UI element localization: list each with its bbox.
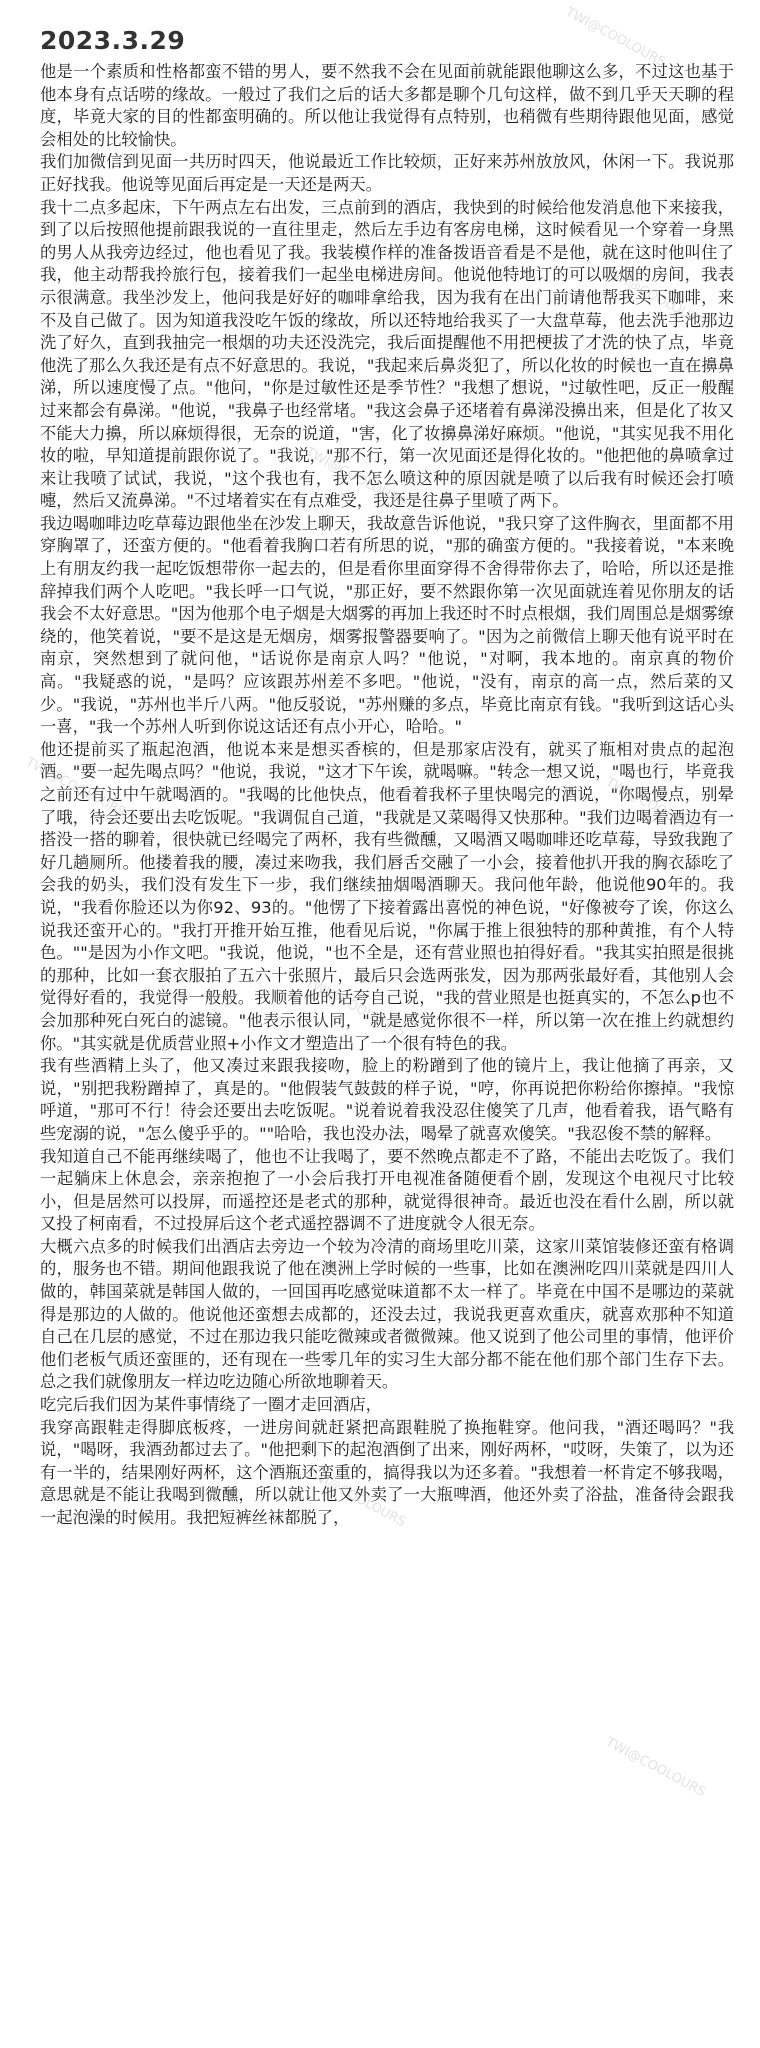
paragraph: 我知道自己不能再继续喝了，他也不让我喝了，要不然晚点都走不了路，不能出去吃饭了。我们一起躺床上休息会，亲亲抱抱了一小会后我打开电视准备随便看个剧，发现这个电视尺寸比较小，但是居然可以投屏，而遥控还是老式的那种，就觉得很神奇。最近也没在看什么剧，所以就又投了柯南看，不过投屏后这个老式遥控器调不了进度就令人很无奈。 bbox=[40, 1146, 734, 1234]
watermark: TWI@COOLOURS bbox=[302, 1464, 409, 1531]
watermark: TWI@COOLOURS bbox=[602, 1734, 709, 1801]
watermark: TWI@COOLOURS bbox=[302, 444, 409, 511]
paragraph: 我穿高跟鞋走得脚底板疼，一进房间就赶紧把高跟鞋脱了换拖鞋穿。他问我，"酒还喝吗？"我说，"喝呀，我酒劲都过去了。"他把剩下的起泡酒倒了出来，刚好两杯，"哎呀，失策了，以为还有一半的，结果刚好两杯，这个酒瓶还蛮重的，搞得我以为还多着。"我想着一杯肯定不够我喝，意思就是不能让我喝到微醺，所以就让他又外卖了一大瓶啤酒，他还外卖了浴盐，准备待会跟我一起泡澡的时候用。我把短裤丝袜都脱了， bbox=[40, 1417, 734, 1527]
paragraph: 我边喝咖啡边吃草莓边跟他坐在沙发上聊天，我故意告诉他说，"我只穿了这件胸衣，里面都不用穿胸罩了，还蛮方便的。"他看着我胸口若有所思的说，"那的确蛮方便的。"我接着说，"本来晚上有朋友约我一起吃饭想带你一起去的，但是看你里面穿得不舍得带你去了，哈哈，所以还是推辞掉我们两个人吃吧。"我长呼一口气说，"那正好，要不然跟你第一次见面就连着见你朋友的话我会不太好意思。"因为他那个电子烟是大烟雾的再加上我还时不时点根烟，我们周围总是烟雾缭绕的，他笑着说，"要不是这是无烟房，烟雾报警器要响了。"因为之前微信上聊天他有说平时在南京，突然想到了就问他，"话说你是南京人吗？"他说，"对啊，我本地的。南京真的物价高。"我疑惑的说，"是吗？应该跟苏州差不多吧。"他说，"没有，南京的高一点，然后菜的又少。"我说，"苏州也半斤八两。"他反驳说，"苏州赚的多点，毕竟比南京有钱。"我听到这话心头一喜，"我一个苏州人听到你说这话还有点小开心，哈哈。" bbox=[40, 513, 734, 737]
watermark: TWI@COOLOURS bbox=[602, 774, 709, 841]
paragraph: 他还提前买了瓶起泡酒，他说本来是想买香槟的，但是那家店没有，就买了瓶相对贵点的起泡酒。"要一起先喝点吗？"他说，我说，"这才下午诶，就喝嘛。"转念一想又说，"喝也行，毕竟我之前还有过中午就喝酒的。"我喝的比他快点，他看着我杯子里快喝完的酒说，"你喝慢点，别晕了哦，待会还要出去吃饭呢。"我调侃自己道，"我就是又菜喝得又快那种。"我们边喝着酒边有一搭没一搭的聊着，很快就已经喝完了两杯，我有些微醺，又喝酒又喝咖啡还吃草莓，导致我跑了好几趟厕所。他搂着我的腰，凑过来吻我，我们唇舌交融了一小会，接着他扒开我的胸衣舔吃了会我的奶头，我们没有发生下一步，我们继续抽烟喝酒聊天。我问他年龄，他说他90年的。我说，"我看你脸还以为你92、93的。"他愣了下接着露出喜悦的神色说，"好像被夸了诶，你这么说我还蛮开心的。"我打开推开始互推，他看见后说，"你属于推上很独特的那种黄推，有个人特色。""是因为小作文吧。"我说，他说，"也不全是，还有营业照也拍得好看。"我其实拍照是很挑的那种，比如一套衣服拍了五六十张照片，最后只会选两张发，因为那两张最好看，其他别人会觉得好看的，我觉得一般般。我顺着他的话夸自己说，"我的营业照是也挺真实的，不怎么p也不会加那种死白死白的滤镜。"他表示很认同，"就是感觉你很不一样，所以第一次在推上约就想约你。"其实就是优质营业照+小作文才塑造出了一个很有特色的我。 bbox=[40, 739, 734, 1053]
paragraph: 我有些酒精上头了，他又凑过来跟我接吻，脸上的粉蹭到了他的镜片上，我让他摘了再亲，又说，"别把我粉蹭掉了，真是的。"他假装气鼓鼓的样子说，"哼，你再说把你粉给你擦掉。"我惊呼道，"那可不行！待会还要出去吃饭呢。"说着说着我没忍住傻笑了几声，他看着我，语气略有些宠溺的说，"怎么傻乎乎的。""哈哈，我也没办法，喝晕了就喜欢傻笑。"我忍俊不禁的解释。 bbox=[40, 1056, 734, 1143]
watermark: TWI@COOLOURS bbox=[602, 264, 709, 331]
post-date: 2023.3.29 bbox=[40, 26, 186, 55]
paragraph: 大概六点多的时候我们出酒店去旁边一个较为冷清的商场里吃川菜，这家川菜馆装修还蛮有格调的，服务也不错。期间他跟我说了他在澳洲上学时候的一些事，比如在澳洲吃四川菜就是四川人做的，韩国菜就是韩国人做的，一回国再吃感觉味道都不太一样了。毕竟在中国不是哪边的菜就得是那边的人做的。他说他还蛮想去成都的，还没去过，我说我更喜欢重庆，就喜欢那种不知道自己在几层的感觉，不过在那边我只能吃微辣或者微微辣。他又说到了他公司里的事情，他评价他们老板气质还蛮匪的，还有现在一些零几年的实习生大部分都不能在他们那个部门生存下去。总之我们就像朋友一样边吃边随心所欲地聊着天。 bbox=[40, 1236, 734, 1392]
paragraph: 我十二点多起床，下午两点左右出发，三点前到的酒店，我快到的时候给他发消息他下来接我，到了以后按照他提前跟我说的一直往里走，然后左手边有客房电梯，这时候看见一个穿着一身黑的男人从我旁边经过，他也看见了我。我装模作样的准备拨语音看是不是他，就在这时他叫住了我，他主动帮我拎旅行包，接着我们一起坐电梯进房间。他说他特地订的可以吸烟的房间，我表示很满意。我坐沙发上，他问我是好好的咖啡拿给我，因为我有在出门前请他帮我买下咖啡，来不及自己做了。因为知道我没吃午饭的缘故，所以还特地给我买了一大盘草莓，他去洗手池那边洗了好久，直到我抽完一根烟的功夫还没洗完，我后面提醒他不用把梗拔了才洗的快了点，毕竟他洗了那么久我还是有点不好意思的。我说，"我起来后鼻炎犯了，所以化妆的时候也一直在擤鼻涕，所以速度慢了点。"他问，"你是过敏性还是季节性？"我想了想说，"过敏性吧，反正一般醒过来都会有鼻涕。"他说，"我鼻子也经常堵。"我这会鼻子还堵着有鼻涕没擤出来，但是化了妆又不能大力擤，所以麻烦得很，无奈的说道，"害，化了妆擤鼻涕好麻烦。"他说，"其实见我不用化妆的啦，早知道提前跟你说了。"我说，"那不行，第一次见面还是得化妆的。"他把他的鼻喷拿过来让我喷了试试，我说，"这个我也有，我不怎么喷这种的原因就是喷了以后我有时候还会打喷嚏，然后又流鼻涕。"不过堵着实在有点难受，我还是往鼻子里喷了两下。 bbox=[40, 197, 734, 511]
paragraph: 他是一个素质和性格都蛮不错的男人，要不然我不会在见面前就能跟他聊这么多，不过这也基于他本身有点话唠的缘故。一般过了我们之后的话大多都是聊个几句这样，做不到几乎天天聊的程度，毕竟大家的目的性都蛮明确的。所以他让我觉得有点特别，也稍微有些期待跟他见面，感觉会相处的比较愉快。 bbox=[40, 62, 734, 149]
paragraph: 吃完后我们因为某件事情绕了一圈才走回酒店， bbox=[40, 1395, 382, 1415]
watermark: TWI@COOLOURS bbox=[22, 754, 129, 821]
paragraph: 我们加微信到见面一共历时四天，他说最近工作比较烦，正好来苏州放放风，休闲一下。我说那正好找我。他说等见面后再定是一天还是两天。 bbox=[40, 152, 734, 194]
watermark: TWI@COOLOURS bbox=[302, 974, 409, 1041]
watermark: TWI@COOLOURS bbox=[562, 4, 669, 71]
